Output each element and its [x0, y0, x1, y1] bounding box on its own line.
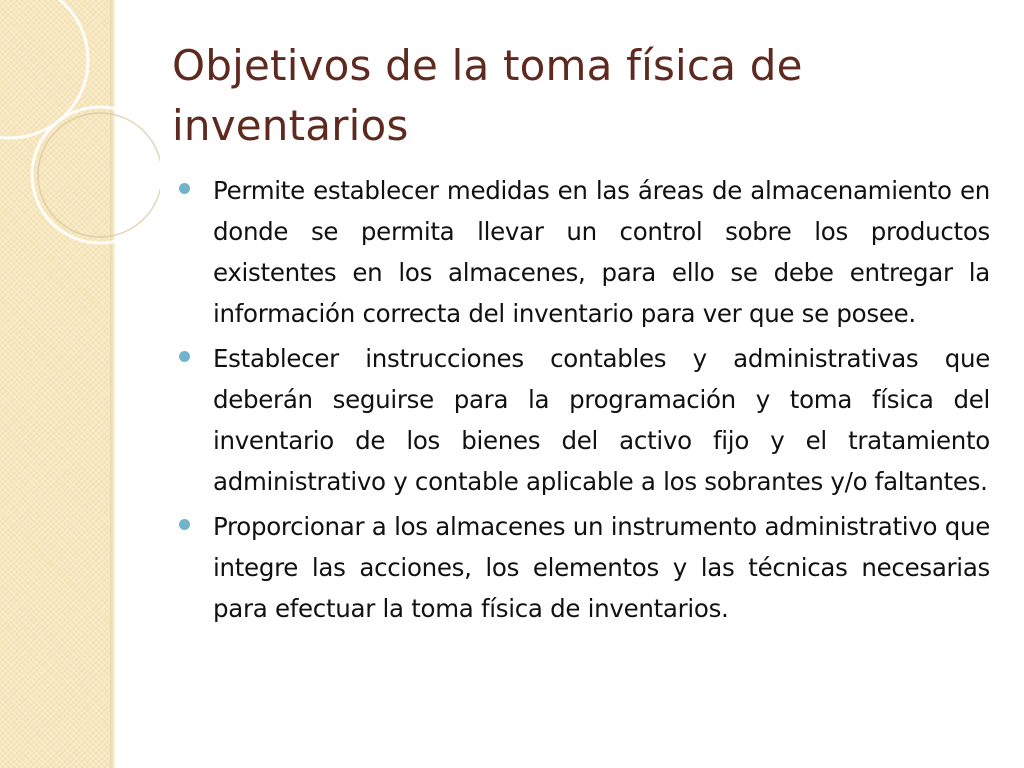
bullet-text: Proporcionar a los almacenes un instrumento administrativo que integre las acciones, los elementos y las técnicas necesarias para efectuar la toma física de inventarios.	[213, 512, 990, 623]
bullet-dot-icon	[179, 351, 190, 362]
decorative-rings-icon	[0, 0, 160, 300]
bullet-item	[178, 338, 990, 502]
bullet-list	[178, 170, 990, 633]
bullet-text: Permite establecer medidas en las áreas de almacenamiento en donde se permita llevar un control sobre los productos existentes en los almacenes, para ello se debe entregar la información correcta del inventario para ver que se posee.	[213, 176, 990, 328]
bullet-item	[178, 506, 990, 629]
bullet-dot-icon	[179, 519, 190, 530]
bullet-text: Establecer instrucciones contables y administrativas que deberán seguirse para la programación y toma física del inventario de los bienes del activo fijo y el tratamiento administrativo y contable aplicable a los sobrantes y/o faltantes.	[213, 344, 990, 496]
bullet-dot-icon	[179, 183, 190, 194]
slide-title: Objetivos de la toma física de inventarios	[172, 41, 803, 150]
bullet-item	[178, 170, 990, 334]
